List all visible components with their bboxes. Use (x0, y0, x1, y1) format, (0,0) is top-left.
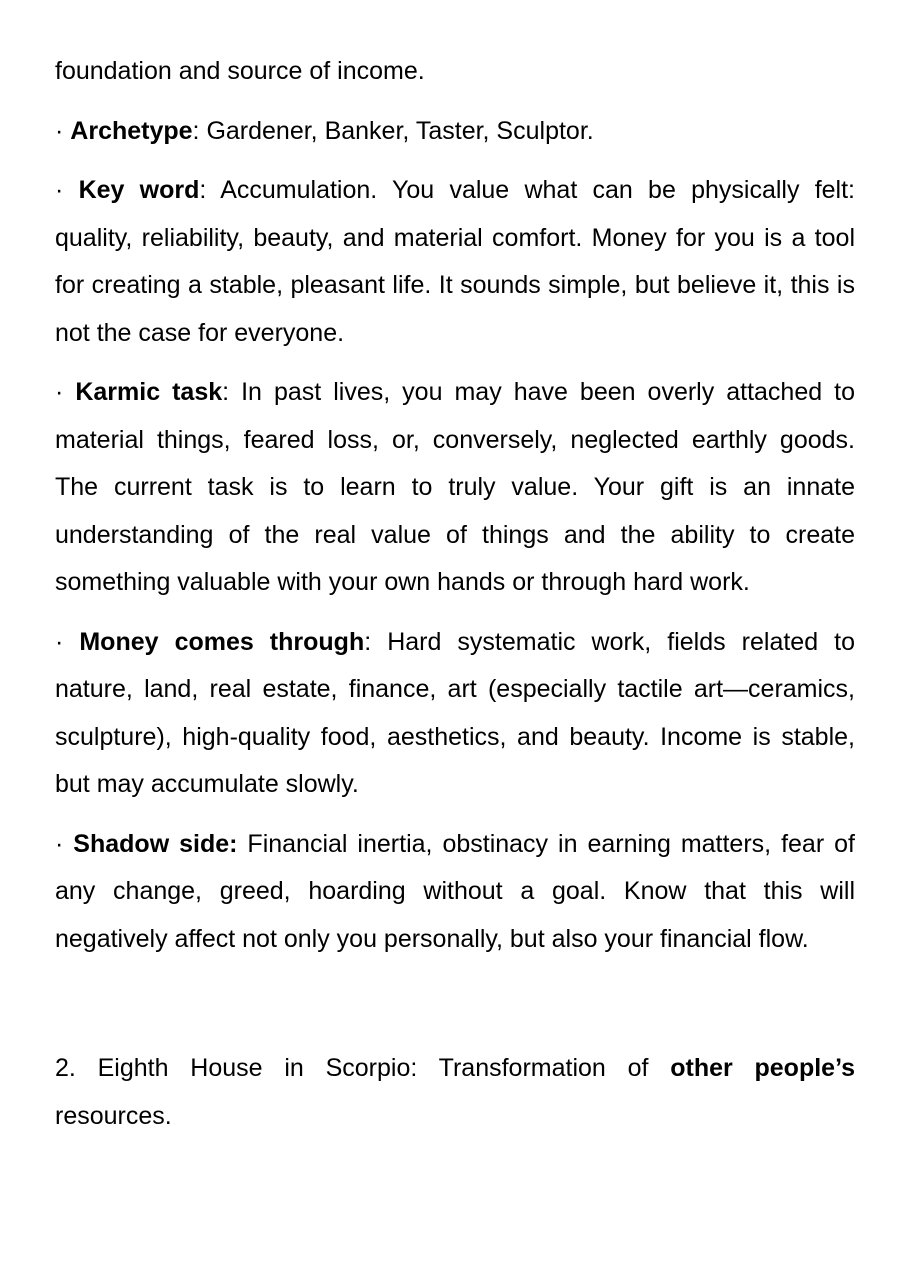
document-page (55, 48, 855, 1140)
bullet-money-comes-through (55, 619, 855, 809)
bullet-marker: · (55, 829, 64, 858)
bullet-label: Karmic task (75, 378, 223, 406)
bullet-label: Money comes through (79, 627, 365, 656)
bullet-separator: : (199, 176, 207, 204)
bullet-separator: : (192, 116, 200, 145)
section-heading-suffix: resources. (55, 1101, 172, 1130)
section-heading-prefix: 2. Eighth House in Scorpio: Transformation of (55, 1054, 671, 1082)
bullet-label: Key word (78, 176, 200, 204)
bullet-marker: · (55, 176, 64, 204)
bullet-separator: : (364, 627, 372, 656)
bullet-marker: · (55, 116, 64, 145)
section-heading (55, 1045, 855, 1140)
bullet-karmic-task (55, 369, 855, 607)
bullet-label: Archetype (70, 116, 193, 145)
bullet-key-word (55, 167, 855, 357)
bullet-text: Financial inertia, obstinacy in earning matters, fear of any change, greed, hoarding without a goal. Know that this will negatively affect not only you personally, but also your financial flow. (55, 829, 855, 953)
section-heading-bold: other people’s (670, 1054, 855, 1082)
bullet-shadow-side (55, 821, 855, 964)
bullet-separator: : (222, 378, 230, 406)
bullet-marker: · (55, 627, 64, 656)
bullet-marker: · (55, 378, 64, 406)
bullet-archetype (55, 108, 855, 156)
intro-paragraph: foundation and source of income. (55, 57, 425, 85)
bullet-text: Gardener, Banker, Taster, Sculptor. (199, 116, 594, 145)
bullet-label: Shadow side: (73, 829, 238, 858)
bullet-text: Accumulation. You value what can be physically felt: quality, reliability, beauty, and material comfort. Money for you is a tool for creating a stable, pleasant life. It sounds simple, but believe it, this is not the case for everyone. (55, 176, 855, 347)
bullet-text: Hard systematic work, fields related to nature, land, real estate, finance, art (especially tactile art—ceramics, sculpture), high-quality food, aesthetics, and beauty. Income is stable, but may accumulate slowly. (55, 627, 855, 798)
bullet-text: In past lives, you may have been overly attached to material things, feared loss, or, conversely, neglected earthly goods. The current task is to learn to truly value. Your gift is an innate understanding of the real value of things and the ability to create something valuable with your own hands or through hard work. (55, 378, 855, 596)
